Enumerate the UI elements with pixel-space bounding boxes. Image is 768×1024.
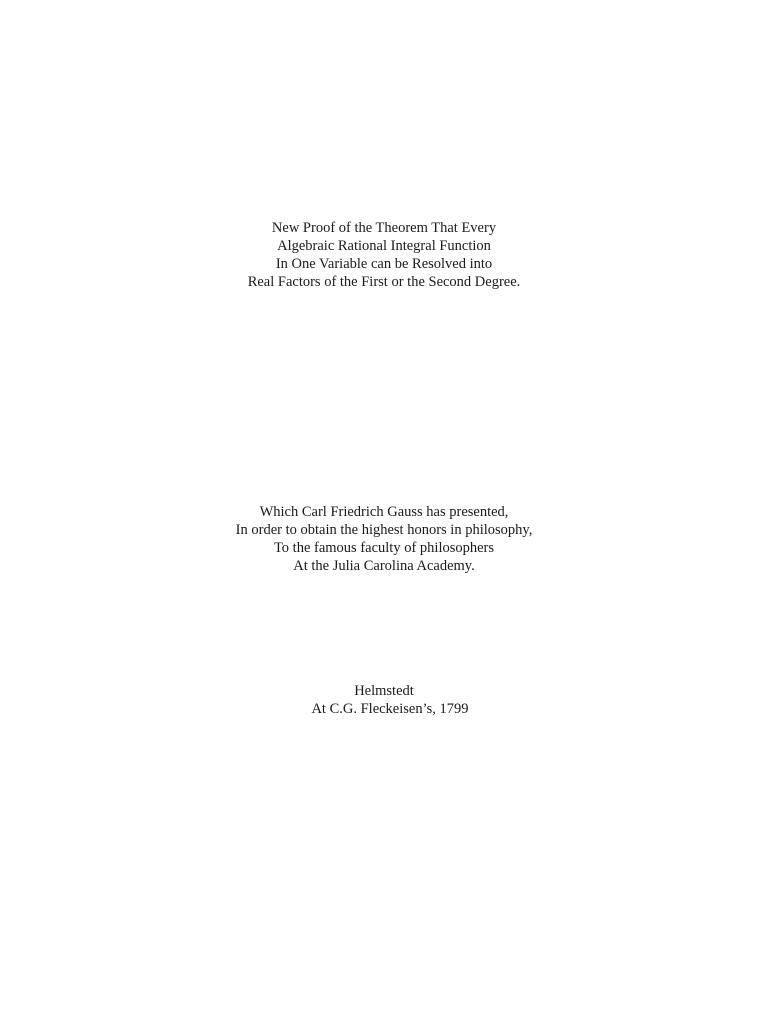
presentation-line: Which Carl Friedrich Gauss has presented, bbox=[259, 504, 509, 520]
presentation-statement bbox=[0, 503, 768, 575]
presentation-line: At the Julia Carolina Academy. bbox=[293, 558, 475, 574]
title-line: Real Factors of the First or the Second Degree. bbox=[247, 274, 521, 290]
imprint bbox=[0, 682, 768, 718]
title-line: In One Variable can be Resolved into bbox=[275, 256, 493, 272]
imprint-place: Helmstedt bbox=[354, 683, 414, 699]
document-title bbox=[0, 219, 768, 291]
imprint-printer: At C.G. Fleckeisen’s, 1799 bbox=[311, 701, 469, 717]
title-line: New Proof of the Theorem That Every bbox=[271, 220, 497, 236]
presentation-line: To the famous faculty of philosophers bbox=[273, 540, 495, 556]
title-line: Algebraic Rational Integral Function bbox=[277, 238, 491, 254]
presentation-line: In order to obtain the highest honors in philosophy, bbox=[235, 522, 533, 538]
